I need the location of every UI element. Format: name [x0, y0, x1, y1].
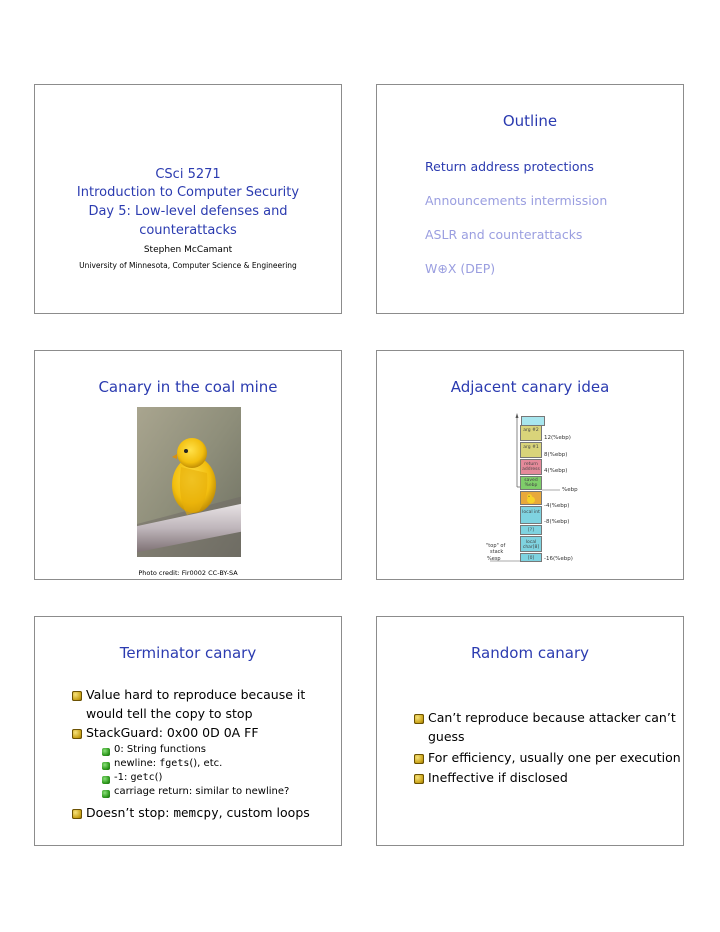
sub-bullet-icon	[102, 776, 110, 784]
label-ebp: %ebp	[562, 487, 578, 493]
outline-item-aslr: ASLR and counterattacks	[425, 227, 583, 242]
outline-item-announcements: Announcements intermission	[425, 193, 608, 208]
offset-minus8-ebp: -8(%ebp)	[544, 519, 570, 525]
bullet-value-hard-line1: Value hard to reproduce because it	[86, 687, 306, 702]
slide-title-outline: Outline	[502, 112, 558, 130]
code-memcpy: memcpy	[173, 805, 219, 820]
sub-item-newline-text: newline:	[114, 758, 160, 769]
stack-cell-arg2: arg #2	[520, 425, 542, 441]
slide-title-random: Random canary	[470, 644, 590, 662]
stack-cell-local-char: local char[8]	[520, 536, 542, 552]
stack-cell-arg1: arg #1	[520, 442, 542, 458]
sub-item-minus-one-text: -1:	[114, 772, 131, 783]
bullet-icon	[414, 754, 424, 764]
bullet-stackguard: StackGuard: 0x00 0D 0A FF	[86, 725, 259, 740]
lecture-title-line2: counterattacks	[139, 223, 237, 238]
bullet-doesnt-stop-suffix: , custom loops	[218, 805, 310, 820]
code-getc: getc	[130, 772, 155, 783]
bullet-ineffective: Ineffective if disclosed	[428, 770, 568, 785]
slide-outline	[376, 84, 684, 314]
bullet-icon	[72, 729, 82, 739]
course-title: Introduction to Computer Security	[76, 185, 300, 200]
canary-photo	[137, 407, 241, 557]
slide-title-canary: Canary in the coal mine	[98, 378, 278, 396]
bullet-doesnt-stop	[86, 803, 310, 822]
bullet-icon	[72, 809, 82, 819]
slide-title-adjacent: Adjacent canary idea	[450, 378, 610, 396]
slide-terminator-canary	[34, 616, 342, 846]
offset-minus4-ebp: -4(%ebp)	[544, 503, 570, 509]
course-number: CSci 5271	[155, 167, 221, 182]
sub-item-newline	[114, 758, 222, 769]
bullet-cant-reproduce-line2: guess	[428, 729, 465, 744]
outline-item-return-address: Return address protections	[425, 159, 594, 174]
offset-8-ebp: 8(%ebp)	[544, 452, 568, 458]
offset-12-ebp: 12(%ebp)	[544, 435, 571, 441]
bullet-icon	[72, 691, 82, 701]
photo-credit: Photo credit: Fir0002 CC-BY-SA	[138, 569, 238, 577]
slide-title	[34, 84, 342, 314]
offset-4-ebp: 4(%ebp)	[544, 468, 568, 474]
lecture-title-line1: Day 5: Low-level defenses and	[88, 204, 288, 219]
sub-item-string-functions: 0: String functions	[114, 744, 206, 755]
sub-bullet-icon	[102, 748, 110, 756]
sub-bullet-icon	[102, 790, 110, 798]
outline-item-wxorx: W⊕X (DEP)	[425, 261, 496, 276]
stack-cell-char-bottom: [0]	[520, 553, 542, 562]
sub-item-carriage-return: carriage return: similar to newline?	[114, 786, 290, 797]
bullet-efficiency: For efficiency, usually one per execution	[428, 750, 681, 765]
bullet-icon	[414, 714, 424, 724]
slide-adjacent-canary	[376, 350, 684, 580]
stack-cell-local-int: local int	[520, 506, 542, 524]
label-top-of-stack-1: "top" of	[486, 543, 506, 549]
affiliation: University of Minnesota, Computer Science & Engineering	[79, 261, 297, 270]
label-top-of-stack-2: stack	[490, 549, 504, 555]
sub-item-minus-one-suffix: ()	[154, 772, 163, 783]
slide-canary-coal-mine	[34, 350, 342, 580]
stack-cell-saved-ebp: saved %ebp	[520, 476, 542, 490]
sub-item-minus-one	[114, 772, 162, 783]
slide-title-terminator: Terminator canary	[119, 644, 257, 662]
author: Stephen McCamant	[143, 245, 233, 255]
code-fgets: fgets	[159, 758, 190, 769]
sub-bullet-icon	[102, 762, 110, 770]
bullet-icon	[414, 774, 424, 784]
bullet-cant-reproduce-line1: Can’t reproduce because attacker can’t	[428, 710, 676, 725]
slide-random-canary	[376, 616, 684, 846]
sub-item-newline-suffix: (), etc.	[189, 758, 223, 769]
stack-cell-return-address: return address	[520, 459, 542, 475]
bullet-value-hard-line2: would tell the copy to stop	[86, 706, 253, 721]
label-esp: %esp	[487, 556, 501, 562]
offset-minus16-ebp: -16(%ebp)	[544, 556, 573, 562]
stack-cell-char-top: [?]	[520, 525, 542, 535]
bullet-doesnt-stop-text: Doesn’t stop:	[86, 805, 174, 820]
